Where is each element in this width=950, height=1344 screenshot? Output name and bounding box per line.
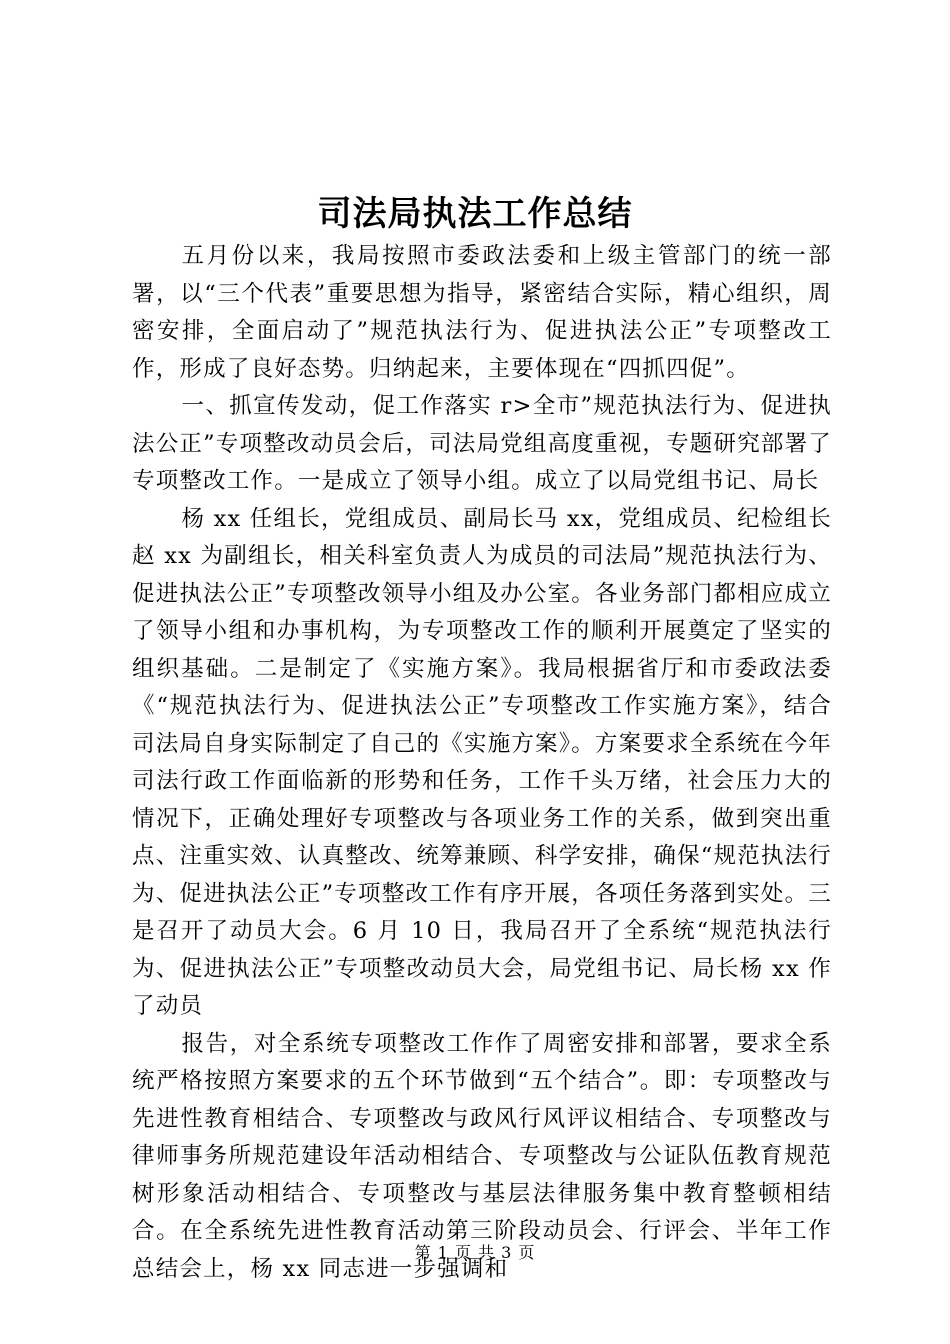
- document-body: [132, 238, 832, 1288]
- body-paragraph: 杨 xx 任组长，党组成员、副局长马 xx，党组成员、纪检组长赵 xx 为副组长，相关科室负责人为成员的司法局”规范执法行为、促进执法公正”专项整改领导小组及办公室。各业务部门都相应成立了领导小组和办事机构，为专项整改工作的顺利开展奠定了坚实的组织基础。二是制定了《实施方案》。我局根据省厅和市委政法委《“规范执法行为、促进执法公正”专项整改工作实施方案》，结合司法局自身实际制定了自己的《实施方案》。方案要求全系统在今年司法行政工作面临新的形势和任务，工作千头万绪，社会压力大的情况下，正确处理好专项整改与各项业务工作的关系，做到突出重点、注重实效、认真整改、统筹兼顾、科学安排，确保“规范执法行为、促进执法公正”专项整改工作有序开展，各项任务落到实处。三是召开了动员大会。6 月 10 日，我局召开了全系统“规范执法行为、促进执法公正”专项整改动员大会，局党组书记、局长杨 xx 作了动员: [132, 505, 833, 1019]
- document-title: 司法局执法工作总结: [317, 194, 633, 234]
- body-paragraph: 一、抓宣传发动，促工作落实 r>全市”规范执法行为、促进执法公正”专项整改动员会后，司法局党组高度重视，专题研究部署了专项整改工作。一是成立了领导小组。成立了以局党组书记、局长: [132, 393, 833, 494]
- page-number-footer: 第 1 页 共 3 页: [414, 1243, 536, 1262]
- body-paragraph: 报告，对全系统专项整改工作作了周密安排和部署，要求全系统严格按照方案要求的五个环节做到“五个结合”。即：专项整改与先进性教育相结合、专项整改与政风行风评议相结合、专项整改与律师事务所规范建设年活动相结合、专项整改与公证队伍教育规范树形象活动相结合、专项整改与基层法律服务集中教育整顿相结合。在全系统先进性教育活动第三阶段动员会、行评会、半年工作总结会上，杨 xx 同志进一步强调和: [132, 1030, 832, 1282]
- body-paragraph: 五月份以来，我局按照市委政法委和上级主管部门的统一部署，以“三个代表”重要思想为指导，紧密结合实际，精心组织，周密安排，全面启动了”规范执法行为、促进执法公正”专项整改工作，形成了良好态势。归纳起来，主要体现在“四抓四促”。: [132, 243, 832, 382]
